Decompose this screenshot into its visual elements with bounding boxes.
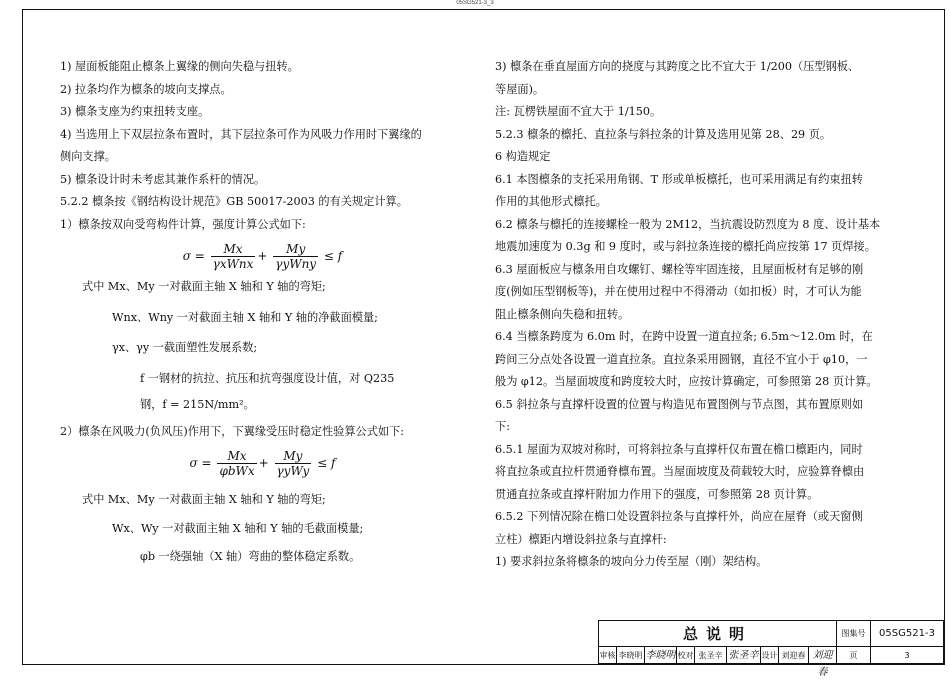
definition-line: 式中 Mx、My 一对截面主轴 X 轴和 Y 轴的弯矩; xyxy=(82,493,326,506)
formula-denominator: γxWnx xyxy=(212,257,254,271)
left-line: 2) 拉条均作为檩条的坡向支撑点。 xyxy=(60,82,232,96)
definition-line: 式中 Mx、My 一对截面主轴 X 轴和 Y 轴的弯矩; xyxy=(82,280,326,293)
right-line: 度(例如压型钢板等)，并在使用过程中不得滑动（如扣板）时，才可认为能 xyxy=(495,285,862,298)
reviewer-signature: 李晓明 xyxy=(645,647,677,664)
right-line: 6.1 本图檩条的支托采用角钢、T 形或单板檩托，也可采用满足有约束扭转 xyxy=(495,172,863,186)
right-line: 5.2.3 檩条的檩托、直拉条与斜拉条的计算及选用见第 28、29 页。 xyxy=(495,127,832,141)
definition-line: γx、γy 一截面塑性发展系数; xyxy=(112,341,258,354)
right-line: 等屋面)。 xyxy=(495,82,545,96)
formula-denominator: γyWny xyxy=(275,257,317,271)
right-line: 地震加速度为 0.3g 和 9 度时，或与斜拉条连接的檩托尚应按第 17 页焊接。 xyxy=(495,240,876,253)
definition-line: Wnx、Wny 一对截面主轴 X 轴和 Y 轴的净截面模量; xyxy=(112,310,378,324)
right-column xyxy=(495,56,890,574)
atlas-label: 图集号 xyxy=(837,621,871,647)
definition-line: Wx、Wy 一对截面主轴 X 轴和 Y 轴的毛截面模量; xyxy=(112,521,364,535)
right-line: 般为 φ12。当屋面坡度和跨度较大时，应按计算确定，可参照第 28 页计算。 xyxy=(495,375,878,388)
right-line: 6.5.1 屋面为双坡对称时，可将斜拉条与直撑杆仅布置在檐口檩距内，同时 xyxy=(495,442,863,456)
stability-formula: σ = $\frac{Mx}{\text{φbWx}}$ + $\frac{My}{\text{γyWy}}$ ≤ f xyxy=(189,449,336,478)
formula-denominator: γyWy xyxy=(276,464,310,478)
document-id: 05SG521-3_3 xyxy=(456,0,494,6)
left-line: 3) 檩条支座为约束扭转支座。 xyxy=(60,105,210,118)
check-label: 校对 xyxy=(677,647,695,664)
definition-line: φb 一绕强轴（X 轴）弯曲的整体稳定系数。 xyxy=(140,550,361,563)
right-line: 作用的其他形式檩托。 xyxy=(495,195,607,208)
left-line: 5.2.2 檩条按《钢结构设计规范》GB 50017-2003 的有关规定计算。 xyxy=(60,195,408,208)
formula-numerator: My xyxy=(273,242,318,257)
right-line: 6.5 斜拉条与直撑杆设置的位置与构造见布置图例与节点图，其布置原则如 xyxy=(495,397,864,411)
designer-name: 刘迎春 xyxy=(779,647,809,664)
left-line: 4) 当选用上下双层拉条布置时，其下层拉条可作为风吸力作用时下翼缘的 xyxy=(60,127,422,141)
right-line: 1) 要求斜拉条将檩条的坡向分力传至屋（刚）架结构。 xyxy=(495,555,768,568)
right-line: 阻止檩条侧向失稳和扭转。 xyxy=(495,307,630,321)
right-line: 6.2 檩条与檩托的连接螺栓一般为 2M12，当抗震设防烈度为 8 度、设计基本 xyxy=(495,217,881,231)
design-label: 设计 xyxy=(761,647,779,664)
definition-line: 钢，f = 215N/mm²。 xyxy=(140,398,255,411)
right-line: 下: xyxy=(495,420,510,433)
right-line: 6.4 当檩条跨度为 6.0m 时，在跨中设置一道直拉条; 6.5m～12.0m 时，在 xyxy=(495,330,873,343)
formula-numerator: My xyxy=(275,449,312,464)
designer-signature: 刘迎春 xyxy=(809,647,837,664)
page-number: 3 xyxy=(871,647,944,664)
right-line: 注: 瓦楞铁屋面不宜大于 1/150。 xyxy=(495,105,662,118)
right-line: 6.5.2 下列情况除在檐口处设置斜拉条与直撑杆外，尚应在屋脊（或天窗侧 xyxy=(495,510,863,523)
right-line: 贯通直拉条或直撑杆附加力作用下的强度，可参照第 28 页计算。 xyxy=(495,487,819,501)
reviewer-name: 李晓明 xyxy=(617,647,645,664)
page-label: 页 xyxy=(837,647,871,664)
right-line: 6.3 屋面板应与檩条用自攻螺钉、螺栓等牢固连接，且屋面板材有足够的刚 xyxy=(495,262,864,276)
left-line: 侧向支撑。 xyxy=(60,150,116,163)
atlas-number: 05SG521-3 xyxy=(871,621,944,647)
formula-numerator: Mx xyxy=(211,242,256,257)
checker-signature: 张圣辛 xyxy=(727,647,761,664)
left-column xyxy=(60,56,465,569)
right-line: 将直拉条或直拉杆贯通脊檩布置。当屋面坡度及荷载较大时，应验算脊檩由 xyxy=(495,465,865,478)
checker-name: 张圣辛 xyxy=(695,647,727,664)
definition-line: f 一钢材的抗拉、抗压和抗弯强度设计值，对 Q235 xyxy=(140,371,395,385)
review-label: 审核 xyxy=(599,647,617,664)
left-line: 2）檩条在风吸力(负风压)作用下，下翼缘受压时稳定性验算公式如下: xyxy=(60,424,405,438)
title-block xyxy=(598,620,945,678)
left-line: 1）檩条按双向受弯构件计算，强度计算公式如下: xyxy=(60,217,306,231)
section-heading: 6 构造规定 xyxy=(495,150,551,163)
right-line: 3) 檩条在垂直屋面方向的挠度与其跨度之比不宜大于 1/200（压型钢板、 xyxy=(495,60,860,73)
formula-numerator: Mx xyxy=(217,449,256,464)
formula-denominator: φbWx xyxy=(219,464,255,478)
right-line: 跨间三分点处各设置一道直拉条。直拉条采用圆钢，直径不宜小于 φ10，一 xyxy=(495,352,868,366)
left-line: 5) 檩条设计时未考虑其兼作系杆的情况。 xyxy=(60,172,266,186)
left-line: 1) 屋面板能阻止檩条上翼缘的侧向失稳与扭转。 xyxy=(60,60,299,73)
drawing-title: 总说明 xyxy=(599,621,837,647)
right-line: 立柱）檩距内增设斜拉条与直撑杆: xyxy=(495,532,667,546)
strength-formula: σ = $\frac{Mx}{\text{γxWnx}}$ + $\frac{My}{\text{γyWny}}$ ≤ f xyxy=(182,242,343,271)
